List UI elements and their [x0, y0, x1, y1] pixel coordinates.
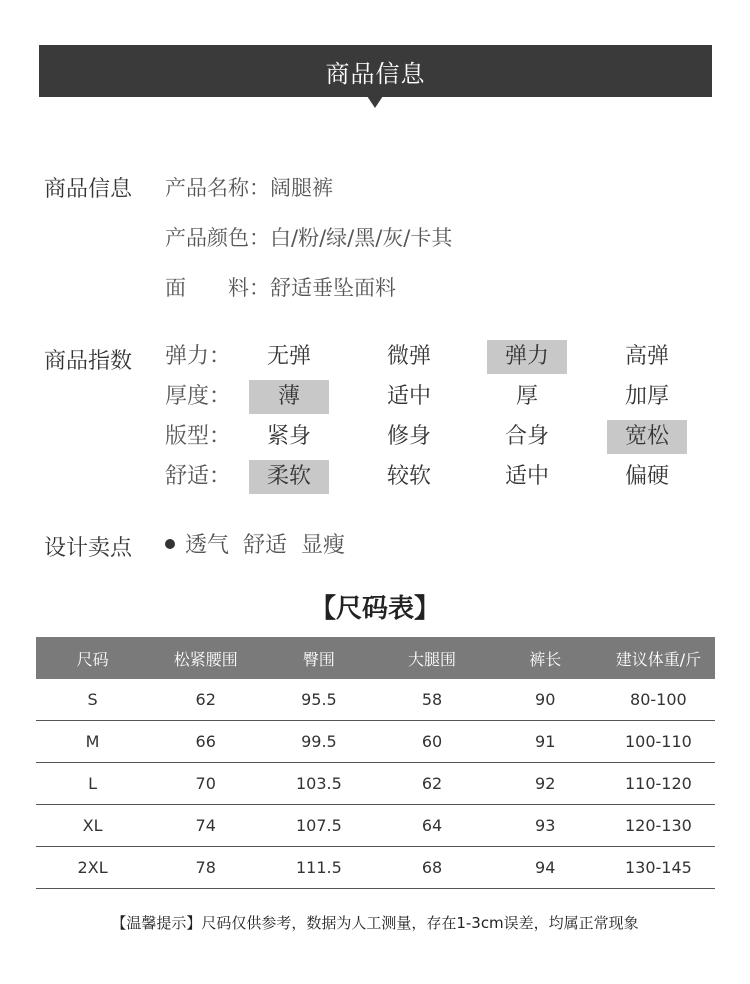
- table-cell: 2XL: [36, 847, 149, 889]
- header-cell: 臀围: [262, 637, 375, 679]
- info-line-fabric: [165, 272, 396, 302]
- table-cell: 111.5: [262, 847, 375, 889]
- index-option: 较软: [386, 464, 431, 489]
- table-cell: 120-130: [602, 805, 715, 847]
- info-key: 产品名称：: [165, 176, 270, 200]
- header-cell: 裤长: [489, 637, 602, 679]
- header-cell: 大腿围: [375, 637, 488, 679]
- design-tag: 显瘦: [301, 533, 346, 558]
- table-cell: 70: [149, 763, 262, 805]
- header-cell: 尺码: [36, 637, 149, 679]
- table-cell: 62: [149, 679, 262, 721]
- index-option: 微弹: [386, 344, 431, 369]
- design-label: 设计卖点: [44, 536, 133, 561]
- header-cell: 建议体重/斤: [602, 637, 715, 679]
- info-value: 白/粉/绿/黑/灰/卡其: [270, 226, 453, 250]
- size-table-header: [36, 637, 715, 679]
- info-key: 面 料：: [165, 276, 270, 300]
- header-cell: 松紧腰围: [149, 637, 262, 679]
- table-cell: 92: [489, 763, 602, 805]
- index-option: 高弹: [624, 344, 669, 369]
- bullet-dot-icon: [165, 539, 175, 549]
- table-cell: 100-110: [602, 721, 715, 763]
- index-row-label: 舒适：: [165, 464, 232, 489]
- index-option: 薄: [249, 380, 329, 414]
- table-cell: 58: [375, 679, 488, 721]
- design-tag: 透气: [185, 533, 230, 558]
- info-key: 产品颜色：: [165, 226, 270, 250]
- info-value: 阔腿裤: [270, 176, 333, 200]
- section-banner: [39, 45, 712, 97]
- table-cell: 68: [375, 847, 488, 889]
- info-line-name: [165, 172, 333, 202]
- index-option: 柔软: [249, 460, 329, 494]
- table-row: [36, 805, 715, 847]
- index-option: 修身: [386, 424, 431, 449]
- table-cell: 130-145: [602, 847, 715, 889]
- table-cell: 95.5: [262, 679, 375, 721]
- table-cell: 64: [375, 805, 488, 847]
- table-row: [36, 847, 715, 889]
- table-cell: 74: [149, 805, 262, 847]
- table-cell: 107.5: [262, 805, 375, 847]
- table-cell: 62: [375, 763, 488, 805]
- index-row-label: 弹力：: [165, 344, 232, 369]
- table-cell: 99.5: [262, 721, 375, 763]
- index-option: 紧身: [266, 424, 311, 449]
- size-chart-title: 【尺码表】: [309, 594, 440, 624]
- banner-title: 商品信息: [325, 59, 426, 88]
- index-option: 偏硬: [624, 464, 669, 489]
- table-row: [36, 721, 715, 763]
- table-cell: 110-120: [602, 763, 715, 805]
- index-row-label: 版型：: [165, 424, 232, 449]
- size-table: [36, 637, 715, 889]
- info-value: 舒适垂坠面料: [270, 276, 396, 300]
- info-line-color: [165, 222, 452, 252]
- index-row-thickness: [165, 380, 725, 414]
- warm-tip: 【温馨提示】尺码仅供参考，数据为人工测量，存在1-3cm误差，均属正常现象: [111, 914, 639, 932]
- table-cell: 66: [149, 721, 262, 763]
- index-row-comfort: [165, 460, 725, 494]
- index-row-elasticity: [165, 340, 725, 374]
- index-option: 适中: [504, 464, 549, 489]
- design-tags: [165, 528, 359, 559]
- table-row: [36, 679, 715, 721]
- index-option: 弹力: [487, 340, 567, 374]
- table-cell: 78: [149, 847, 262, 889]
- table-cell: M: [36, 721, 149, 763]
- table-cell: L: [36, 763, 149, 805]
- table-cell: 93: [489, 805, 602, 847]
- index-option: 加厚: [624, 384, 669, 409]
- index-option: 厚: [515, 384, 538, 409]
- index-option: 宽松: [607, 420, 687, 454]
- index-option: 合身: [504, 424, 549, 449]
- banner-arrow-icon: [367, 96, 383, 108]
- table-cell: S: [36, 679, 149, 721]
- table-row: [36, 763, 715, 805]
- table-cell: 91: [489, 721, 602, 763]
- table-cell: 60: [375, 721, 488, 763]
- table-cell: 94: [489, 847, 602, 889]
- design-tag: 舒适: [243, 533, 288, 558]
- index-row-fit: [165, 420, 725, 454]
- table-cell: 103.5: [262, 763, 375, 805]
- product-index-label: 商品指数: [44, 349, 133, 374]
- product-info-label: 商品信息: [44, 177, 133, 202]
- index-option: 适中: [386, 384, 431, 409]
- index-option: 无弹: [266, 344, 311, 369]
- index-row-label: 厚度：: [165, 384, 232, 409]
- table-cell: 90: [489, 679, 602, 721]
- table-cell: 80-100: [602, 679, 715, 721]
- table-cell: XL: [36, 805, 149, 847]
